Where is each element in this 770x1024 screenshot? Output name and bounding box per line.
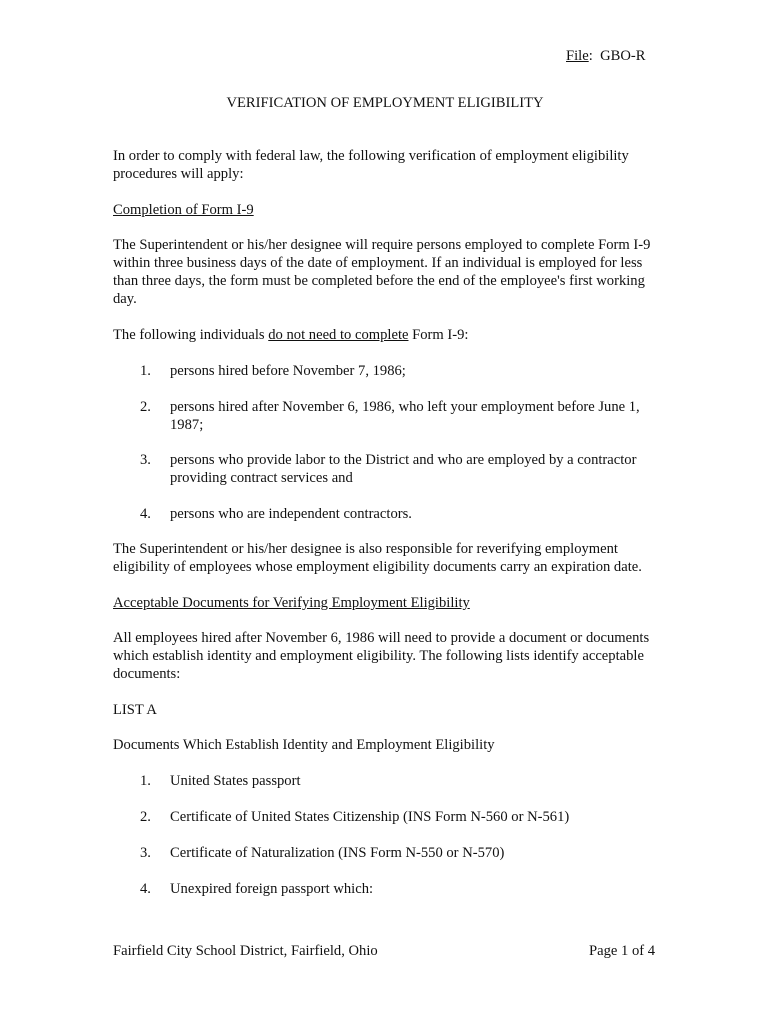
list-item-text: United States passport [170, 773, 301, 789]
form-i9-paragraph: The Superintendent or his/her designee will require persons employed to complete Form I-9 within three business days of the date of employment. If an individual is employed for less than three days, the form must be completed before the end of the employee's first working day. [113, 237, 651, 307]
list-item-text: Certificate of Naturalization (INS Form N-550 or N-570) [170, 845, 505, 861]
lead-text-before: The following individuals [113, 327, 269, 343]
list-a-description: Documents Which Establish Identity and Employment Eligibility [113, 737, 495, 753]
list-item-text: Certificate of United States Citizenship (INS Form N-560 or N-561) [170, 809, 570, 825]
list-item-number: 3. [140, 452, 151, 468]
footer-district: Fairfield City School District, Fairfield, Ohio [113, 943, 378, 959]
list-item-text: persons who provide labor to the District and who are employed by a contractor providing contract services and [170, 452, 637, 486]
section-heading-form-i9: Completion of Form I-9 [113, 202, 254, 218]
intro-paragraph: In order to comply with federal law, the following verification of employment eligibility procedures will apply: [113, 148, 629, 182]
list-a-label: LIST A [113, 702, 157, 718]
exemption-lead [113, 326, 665, 344]
list-item-number: 2. [140, 809, 151, 825]
list-item-text: persons hired after November 6, 1986, who left your employment before June 1, 1987; [170, 399, 640, 433]
file-code: GBO-R [600, 48, 646, 64]
document-title: VERIFICATION OF EMPLOYMENT ELIGIBILITY [226, 95, 544, 111]
list-item-text: persons who are independent contractors. [170, 506, 412, 522]
list-item-number: 1. [140, 363, 151, 379]
section-heading-acceptable-documents: Acceptable Documents for Verifying Employment Eligibility [113, 595, 470, 611]
list-item-number: 4. [140, 506, 151, 522]
footer-page-number: Page 1 of 4 [589, 943, 656, 959]
lead-text-after: Form I-9: [408, 327, 469, 343]
file-label: File [566, 48, 589, 64]
list-item-number: 4. [140, 881, 151, 897]
acceptable-documents-paragraph: All employees hired after November 6, 1986 will need to provide a document or documents which establish identity and employment eligibility. The following lists identify acceptable documents: [113, 630, 650, 682]
file-reference: File: GBO-R [566, 48, 646, 64]
list-item-text: persons hired before November 7, 1986; [170, 363, 406, 379]
list-item-text: Unexpired foreign passport which: [170, 881, 374, 897]
list-item-number: 3. [140, 845, 151, 861]
list-item-number: 1. [140, 773, 151, 789]
list-item-number: 2. [140, 399, 151, 415]
lead-text-underlined: do not need to complete [268, 327, 409, 343]
reverify-paragraph: The Superintendent or his/her designee is also responsible for reverifying employment eligibility of employees whose employment eligibility documents carry an expiration date. [113, 541, 642, 575]
